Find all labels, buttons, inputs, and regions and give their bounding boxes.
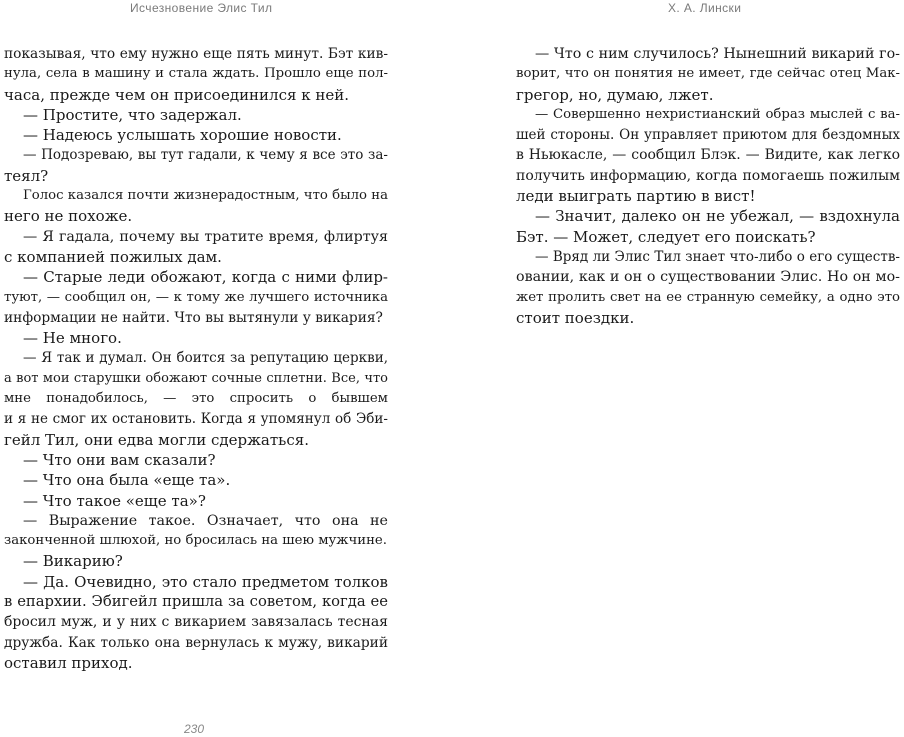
text-line: — Совершенно нехристианский образ мыслей с ва- [535, 106, 900, 122]
text-line: стоит поездки. [516, 308, 635, 327]
running-head-title: Исчезновение Элис Тил [130, 1, 273, 15]
text-line: часа, прежде чем он присоединился к ней. [4, 85, 349, 104]
text-line: леди выиграть партию в вист! [516, 187, 756, 206]
text-line: — Старые леди обожают, когда с ними флир- [23, 268, 388, 287]
text-line: — Простите, что задержал. [23, 105, 242, 124]
text-line: бросил муж, и у них с викарием завязалась тесная [4, 614, 388, 631]
page-number: 230 [184, 722, 205, 736]
text-line: законченной шлюхой, но бросилась на шею мужчине. [4, 533, 387, 549]
text-line: шей стороны. Он управляет приютом для бездомных [516, 127, 900, 144]
text-line: Голос казался почти жизнерадостным, что было на [23, 188, 388, 204]
text-line: гейл Тил, они едва могли сдержаться. [4, 430, 309, 449]
text-line: — Надеюсь услышать хорошие новости. [23, 126, 342, 145]
text-line: мне понадобилось, — это спросить о бывшем [4, 391, 388, 407]
text-line: получить информацию, когда помогаешь пожилым [516, 167, 900, 184]
text-line: — Значит, далеко он не убежал, — вздохнула [535, 207, 900, 226]
text-line: — Выражение такое. Означает, что она не [23, 512, 388, 529]
text-line: информации не найти. Что вы вытянули у викария? [4, 309, 383, 326]
text-line: — Что с ним случилось? Нынешний викарий го- [535, 46, 900, 62]
text-line: — Не много. [23, 329, 122, 348]
text-line: ворит, что он понятия не имеет, где сейчас отец Мак- [516, 66, 900, 82]
text-line: жет пролить свет на ее странную семейку, а одно это [516, 289, 900, 305]
text-line: — Викарию? [23, 552, 123, 571]
text-line: — Что такое «еще та»? [23, 491, 206, 510]
text-line: в епархии. Эбигейл пришла за советом, когда ее [4, 593, 388, 611]
text-line: а вот мои старушки обожают сочные сплетни. Все, что [4, 370, 388, 386]
text-line: показывая, что ему нужно еще пять минут. Бэт кив- [4, 46, 388, 62]
text-line: — Я так и думал. Он боится за репутацию церкви, [23, 350, 388, 367]
text-line: дружба. Как только она вернулась к мужу, викарий [4, 634, 388, 651]
text-line: — Что они вам сказали? [23, 450, 216, 469]
text-line: — Вряд ли Элис Тил знает что-либо о его существ- [535, 248, 900, 265]
text-line: грегор, но, думаю, лжет. [516, 85, 714, 104]
text-line: Бэт. — Может, следует его поискать? [516, 227, 816, 246]
text-line: овании, как и он о существовании Элис. Но он мо- [516, 269, 900, 286]
text-line: теял? [4, 166, 49, 185]
text-line: — Что она была «еще та». [23, 471, 231, 490]
right-page-text [516, 44, 900, 328]
text-line: — Я гадала, почему вы тратите время, флиртуя [23, 228, 388, 245]
text-line: — Да. Очевидно, это стало предметом толков [23, 572, 388, 591]
text-line: оставил приход. [4, 653, 133, 672]
text-line: и я не смог их остановить. Когда я упомянул об Эби- [4, 411, 388, 428]
running-head-author: Х. А. Лински [668, 1, 742, 15]
text-line: — Подозреваю, вы тут гадали, к чему я все это за- [23, 147, 388, 164]
text-line: него не похоже. [4, 207, 133, 226]
left-page-text [4, 44, 388, 673]
text-line: в Ньюкасле, — сообщил Блэк. — Видите, как легко [516, 147, 900, 164]
text-line: нула, села в машину и стала ждать. Прошло еще пол- [4, 66, 388, 82]
text-line: туют, — сообщил он, — к тому же лучшего источника [4, 289, 388, 305]
text-line: с компанией пожилых дам. [4, 247, 222, 266]
